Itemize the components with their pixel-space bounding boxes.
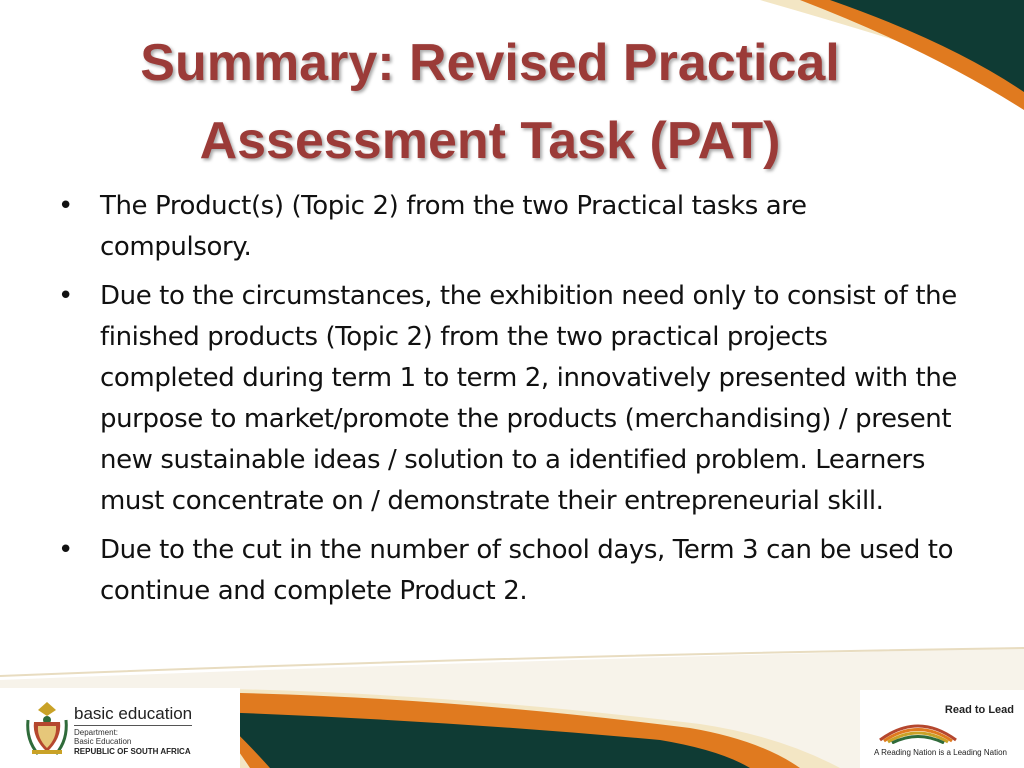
bullet-item	[58, 186, 958, 268]
coat-of-arms-icon	[24, 700, 70, 756]
bullet-item	[58, 530, 958, 612]
read-to-lead-motto: A Reading Nation is a Leading Nation	[874, 748, 1007, 757]
department-label	[74, 728, 131, 746]
title-line-2: Assessment Task (PAT)	[199, 112, 781, 170]
bullet-marker: •	[58, 535, 73, 565]
basic-education-name: basic education	[74, 704, 193, 723]
basic-education-logo	[14, 694, 214, 764]
bullet-item	[58, 276, 958, 522]
read-to-lead-title: Read to Lead	[944, 704, 1014, 716]
bullet-text: The Product(s) (Topic 2) from the two Practical tasks are compulsory.	[100, 191, 807, 262]
read-to-lead-logo	[872, 700, 1018, 764]
bullet-marker: •	[58, 191, 73, 221]
bullet-text: Due to the cut in the number of school days, Term 3 can be used to continue and complete Product 2.	[100, 535, 954, 606]
bullet-text: Due to the circumstances, the exhibition need only to consist of the finished products (Topic 2) from the two practical projects completed during term 1 to term 2, innovatively presented with the purpose to market/promote the products (merchandising) / present new sustainable ideas / solution to a identified problem. Learners must concentrate on / demonstrate their entrepreneurial skill.	[100, 281, 958, 516]
page-title	[100, 24, 880, 180]
logo-divider	[74, 725, 192, 726]
department-line-1: Department:	[74, 728, 119, 737]
title-line-1: Summary: Revised Practical	[140, 34, 840, 92]
bullet-list	[58, 186, 958, 620]
country-label: REPUBLIC OF SOUTH AFRICA	[74, 747, 191, 756]
books-icon	[876, 710, 960, 744]
bullet-marker: •	[58, 281, 73, 311]
department-line-2: Basic Education	[74, 737, 132, 746]
